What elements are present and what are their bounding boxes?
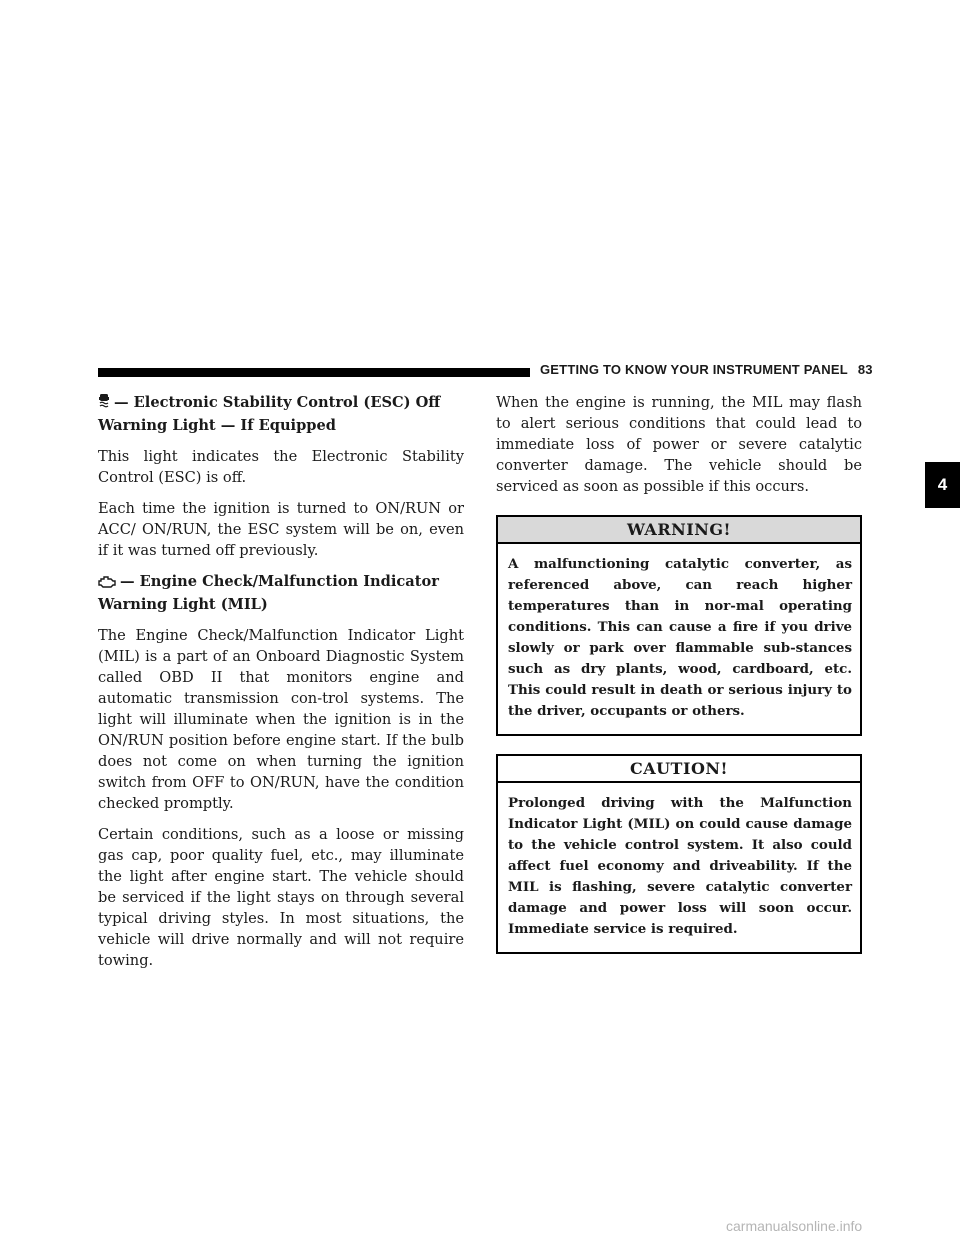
esc-paragraph-1: This light indicates the Electronic Stability Control (ESC) is off. bbox=[98, 448, 464, 486]
watermark: carmanualsonline.info bbox=[726, 1218, 863, 1234]
header-rule bbox=[98, 368, 530, 377]
mil-paragraph-1: The Engine Check/Malfunction Indicator Light (MIL) is a part of an Onboard Diagnostic System called OBD II that monitors engine and automatic transmission con-trol systems. The light will illuminate when the ignition is in the ON/RUN position before engine start. If the bulb does not come on when turning the ignition switch from OFF to ON/RUN, have the condition checked promptly. bbox=[98, 627, 464, 812]
right-column bbox=[496, 392, 862, 972]
mil-flash-paragraph: When the engine is running, the MIL may flash to alert serious conditions that could lead to immediate loss of power or severe catalytic converter damage. The vehicle should be serviced as soon as possible if this occurs. bbox=[496, 394, 862, 495]
engine-check-icon bbox=[98, 573, 116, 594]
caution-title: CAUTION! bbox=[498, 756, 860, 783]
warning-body: A malfunctioning catalytic converter, as referenced above, can reach higher temperatures than in nor-mal operating conditions. This can cause a fire if you drive slowly or park over flammable sub-stances such as dry plants, wood, cardboard, etc. This could result in death or serious injury to the driver, occupants or others. bbox=[508, 556, 852, 719]
esc-paragraph-2: Each time the ignition is turned to ON/RUN or ACC/ ON/RUN, the ESC system will be on, even if it was turned off previously. bbox=[98, 500, 464, 559]
caution-box bbox=[496, 754, 862, 954]
section-title: GETTING TO KNOW YOUR INSTRUMENT PANEL bbox=[540, 362, 848, 377]
mil-paragraph-2: Certain conditions, such as a loose or missing gas cap, poor quality fuel, etc., may illuminate the light after engine start. The vehicle should be serviced if the light stays on through several typical driving styles. In most situations, the vehicle will drive normally and will not require towing. bbox=[98, 826, 464, 969]
warning-box bbox=[496, 515, 862, 736]
warning-title: WARNING! bbox=[498, 517, 860, 544]
caution-body: Prolonged driving with the Malfunction Indicator Light (MIL) on could cause damage to the vehicle control system. It also could affect fuel economy and driveability. If the MIL is flashing, severe catalytic converter damage and power loss will soon occur. Immediate service is required. bbox=[508, 795, 852, 937]
esc-heading bbox=[98, 392, 464, 436]
esc-heading-text: — Electronic Stability Control (ESC) Off Warning Light — If Equipped bbox=[98, 394, 441, 434]
running-header bbox=[540, 362, 873, 377]
esc-off-icon bbox=[98, 393, 110, 415]
page-number: 83 bbox=[857, 362, 873, 377]
mil-heading bbox=[98, 571, 464, 615]
mil-heading-text: — Engine Check/Malfunction Indicator Warning Light (MIL) bbox=[98, 573, 439, 613]
chapter-tab: 4 bbox=[925, 462, 960, 508]
left-column bbox=[98, 392, 464, 981]
